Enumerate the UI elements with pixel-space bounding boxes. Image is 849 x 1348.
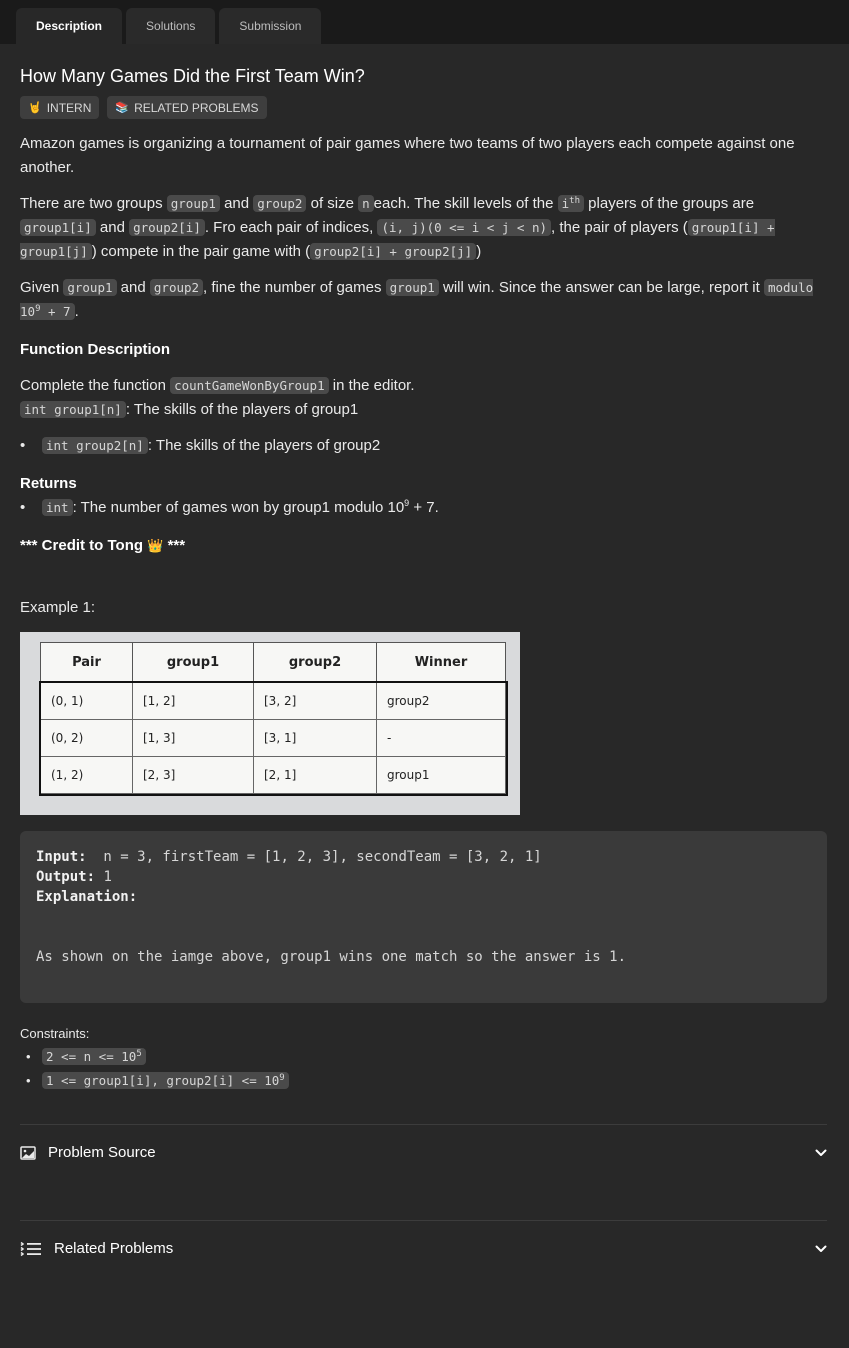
chevron-down-icon[interactable] xyxy=(815,1245,827,1253)
accordion-label: Related Problems xyxy=(54,1240,174,1257)
input-label: Input: xyxy=(36,849,87,865)
table-cell: [3, 1] xyxy=(254,720,377,757)
text: of size xyxy=(306,195,359,212)
text: Given xyxy=(20,279,64,296)
text: will win. Since the answer can be large, report it xyxy=(438,279,764,296)
tab-solutions[interactable]: Solutions xyxy=(126,8,215,44)
code-param-group1: int group1[n] xyxy=(20,401,126,418)
text: 1 <= group1[i], group2[i] <= 10 xyxy=(46,1073,280,1088)
example-code-block xyxy=(20,831,827,1003)
explanation-text: As shown on the iamge above, group1 wins one match so the answer is 1. xyxy=(36,949,627,965)
text: i xyxy=(561,196,570,211)
table-cell: [2, 3] xyxy=(133,757,254,794)
text: modulo 10 xyxy=(20,280,814,319)
example-image xyxy=(20,632,520,815)
table-row xyxy=(41,683,506,720)
param-list xyxy=(20,434,829,458)
text: + 7. xyxy=(409,499,439,516)
superscript: 9 xyxy=(279,1072,285,1083)
tag-label: INTERN xyxy=(46,100,92,115)
tab-submission[interactable]: Submission xyxy=(219,8,321,44)
code-n: n xyxy=(358,195,374,212)
code-function-name: countGameWonByGroup1 xyxy=(170,377,329,394)
table-header: group1 xyxy=(133,643,254,683)
superscript: 5 xyxy=(136,1048,142,1059)
table-cell: - xyxy=(377,720,506,757)
text: ) xyxy=(476,243,482,260)
code-param-group2: int group2[n] xyxy=(42,437,148,454)
text: , the pair of players ( xyxy=(551,219,688,236)
output-value: 1 xyxy=(95,869,112,885)
input-line xyxy=(36,847,811,867)
tag-list xyxy=(20,96,829,119)
example-title: Example 1: xyxy=(20,599,96,616)
table-header-row xyxy=(41,643,506,683)
text: . xyxy=(74,303,79,320)
code-constraint-values xyxy=(42,1072,289,1089)
books-icon: 📚 xyxy=(115,102,130,114)
code-group1-i: group1[i] xyxy=(20,219,96,236)
table-cell: (0, 1) xyxy=(41,683,133,720)
example-table xyxy=(40,642,506,794)
explanation-line xyxy=(36,887,811,907)
code-group1: group1 xyxy=(386,279,439,296)
returns-list xyxy=(20,496,829,520)
text: : The skills of the players of group2 xyxy=(147,437,381,454)
groups-paragraph xyxy=(20,192,829,264)
tab-bar xyxy=(0,0,849,44)
code-group2-sum: group2[i] + group2[j] xyxy=(310,243,476,260)
code-group1: group1 xyxy=(63,279,116,296)
problem-title: How Many Games Did the First Team Win? xyxy=(20,66,365,86)
code-ith xyxy=(558,195,584,212)
code-group2: group2 xyxy=(253,195,306,212)
task-paragraph xyxy=(20,276,829,324)
code-constraint-n xyxy=(42,1048,146,1065)
code-group2: group2 xyxy=(150,279,203,296)
explanation-label: Explanation: xyxy=(36,889,138,905)
table-cell: [2, 1] xyxy=(254,757,377,794)
table-header: group2 xyxy=(254,643,377,683)
text: : The number of games won by group1 modulo 10 xyxy=(72,499,405,516)
accordion-label: Problem Source xyxy=(48,1144,156,1161)
constraints-title: Constraints: xyxy=(20,1026,90,1041)
text: , fine the number of games xyxy=(203,279,386,296)
table-cell: group1 xyxy=(377,757,506,794)
table-cell: group2 xyxy=(377,683,506,720)
tag-intern[interactable] xyxy=(20,96,99,119)
text: Complete the function xyxy=(20,377,171,394)
input-value: n = 3, firstTeam = [1, 2, 3], secondTeam = [3, 2, 1] xyxy=(86,849,542,865)
accordion-problem-source[interactable] xyxy=(20,1124,827,1180)
param-group2 xyxy=(20,434,829,458)
text: and xyxy=(116,279,150,296)
superscript: th xyxy=(569,195,581,206)
constraints-list xyxy=(20,1045,829,1093)
tag-label: RELATED PROBLEMS xyxy=(134,100,259,115)
tab-description[interactable]: Description xyxy=(16,8,122,44)
text: in the editor. xyxy=(328,377,415,394)
output-line xyxy=(36,867,811,887)
text: *** Credit to Tong xyxy=(20,537,148,554)
code-return-type: int xyxy=(42,499,73,516)
text: . Fro each pair of indices, xyxy=(204,219,378,236)
list-icon xyxy=(20,1241,42,1257)
text: and xyxy=(219,195,254,212)
text: There are two groups xyxy=(20,195,167,212)
text: players of the groups are xyxy=(584,195,755,212)
intro-paragraph: Amazon games is organizing a tournament of pair games where two teams of two players each compete against one another. xyxy=(20,135,795,176)
table-header: Winner xyxy=(377,643,506,683)
rock-hand-icon: 🤘 xyxy=(28,102,42,114)
function-description-text xyxy=(20,374,829,398)
tag-related-problems[interactable] xyxy=(107,96,266,119)
code-index-pair: (i, j)(0 <= i < j < n) xyxy=(377,219,551,236)
text: : The skills of the players of group1 xyxy=(125,401,359,418)
chevron-down-icon[interactable] xyxy=(815,1149,827,1157)
credit-line xyxy=(20,534,829,558)
description-panel xyxy=(0,44,849,1348)
returns-heading: Returns xyxy=(20,475,77,492)
param-group1 xyxy=(20,398,829,422)
text: *** xyxy=(163,537,186,554)
table-cell: (1, 2) xyxy=(41,757,133,794)
output-label: Output: xyxy=(36,869,96,885)
code-group1-sum: group1[i] + group1[j] xyxy=(20,220,775,259)
text: each. The skill levels of the xyxy=(373,195,558,212)
table-row xyxy=(41,757,506,794)
text: ) compete in the pair game with ( xyxy=(91,243,311,260)
table-cell: [3, 2] xyxy=(254,683,377,720)
code-group1: group1 xyxy=(167,195,220,212)
superscript: 9 xyxy=(404,498,410,508)
accordion-related-problems[interactable] xyxy=(20,1220,827,1276)
table-cell: [1, 2] xyxy=(133,683,254,720)
table-cell: (0, 2) xyxy=(41,720,133,757)
constraint-item xyxy=(20,1069,829,1093)
table-row xyxy=(41,720,506,757)
table-cell: [1, 3] xyxy=(133,720,254,757)
crown-icon: 👑 xyxy=(147,538,164,553)
constraint-item xyxy=(20,1045,829,1069)
superscript: 9 xyxy=(35,303,41,314)
code-group2-i: group2[i] xyxy=(129,219,205,236)
returns-item xyxy=(20,496,829,520)
text: 2 <= n <= 10 xyxy=(46,1049,137,1064)
image-icon xyxy=(20,1146,36,1160)
text: + 7 xyxy=(40,304,71,319)
function-description-heading: Function Description xyxy=(20,341,170,358)
text: and xyxy=(95,219,130,236)
table-header: Pair xyxy=(41,643,133,683)
